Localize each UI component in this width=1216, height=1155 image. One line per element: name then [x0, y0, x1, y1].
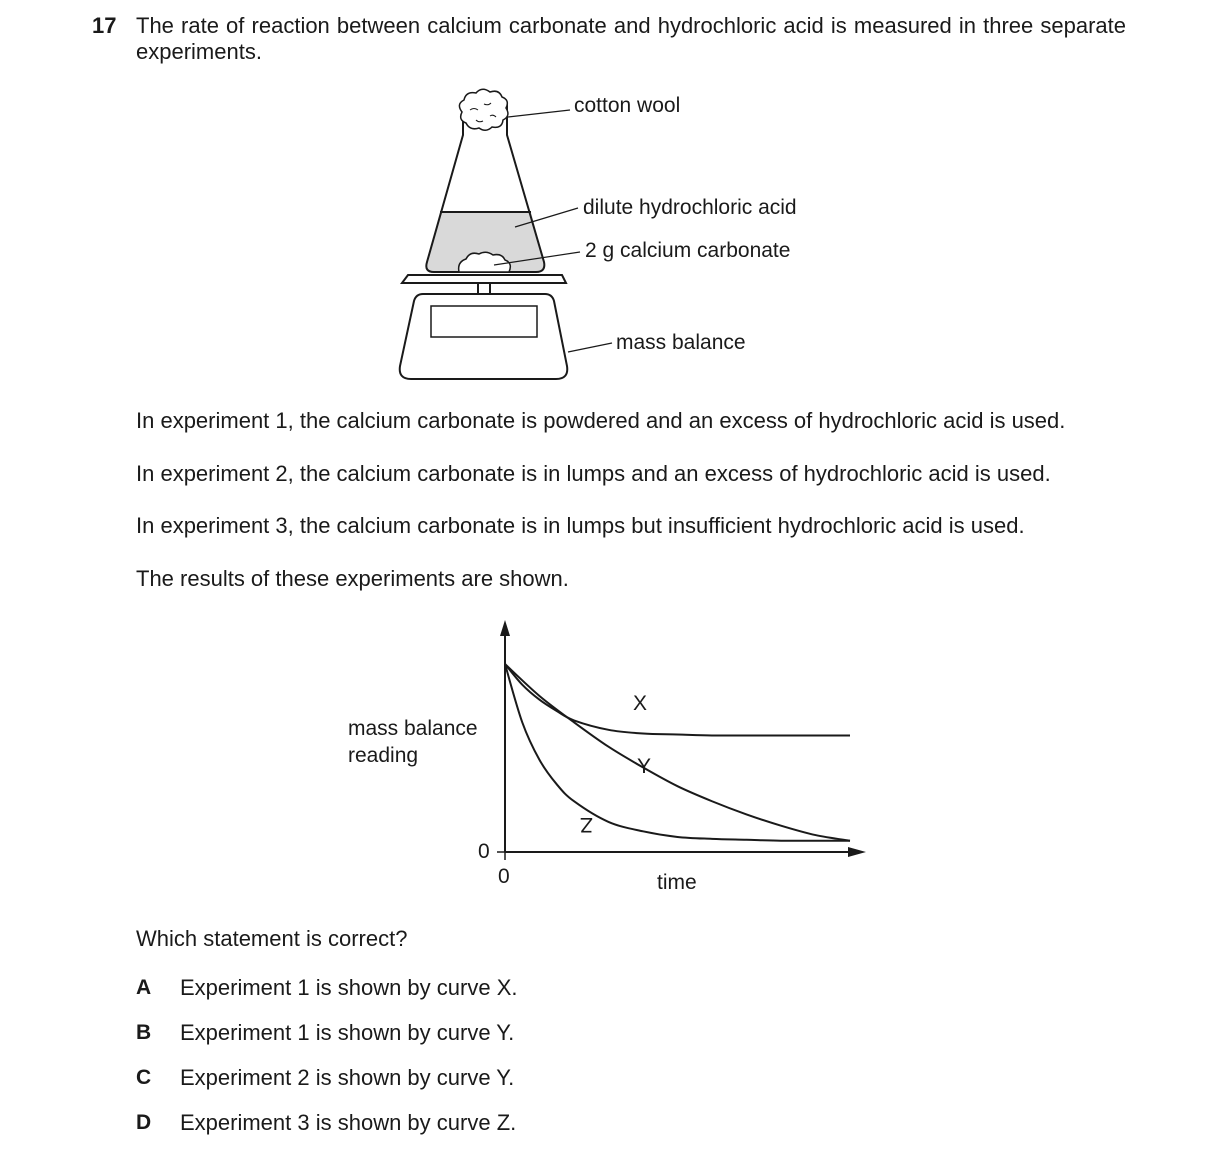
x-tick-label: 0: [498, 865, 510, 888]
question-number: 17: [92, 13, 117, 38]
label-dilute-acid: dilute hydrochloric acid: [583, 196, 797, 219]
x-axis-label: time: [657, 871, 697, 894]
option-d-text[interactable]: Experiment 3 is shown by curve Z.: [180, 1110, 517, 1135]
series-label-z: Z: [580, 813, 593, 836]
y-axis-label: [348, 715, 498, 769]
series-label-x: X: [633, 692, 648, 715]
axes: [497, 620, 866, 860]
results-intro: The results of these experiments are shown.: [136, 566, 569, 591]
y-tick-label: 0: [478, 840, 490, 863]
experiment-3-text: In experiment 3, the calcium carbonate is in lumps but insufficient hydrochloric acid is used.: [136, 513, 1025, 538]
option-c-letter[interactable]: C: [136, 1066, 152, 1089]
series-label-y: Y: [637, 755, 652, 778]
question-stem: The rate of reaction between calcium carbonate and hydrochloric acid is measured in three separate experiments.: [136, 13, 1126, 64]
y-axis-arrow: [500, 620, 510, 636]
experiment-1-text: In experiment 1, the calcium carbonate is powdered and an excess of hydrochloric acid is used.: [136, 408, 1066, 433]
option-b-text[interactable]: Experiment 1 is shown by curve Y.: [180, 1020, 515, 1045]
curve-y: [505, 664, 850, 841]
label-cotton-wool: cotton wool: [574, 94, 681, 117]
curve-z: [505, 664, 850, 841]
curve-x: [505, 664, 850, 736]
option-a-text[interactable]: Experiment 1 is shown by curve X.: [180, 975, 518, 1000]
question-prompt: Which statement is correct?: [136, 926, 408, 951]
x-axis-arrow: [848, 847, 866, 857]
option-d-letter[interactable]: D: [136, 1111, 152, 1134]
option-a-letter[interactable]: A: [136, 976, 152, 999]
label-mass-balance: mass balance: [616, 331, 746, 354]
y-axis-label-text: mass balance reading: [348, 717, 478, 767]
option-b-letter[interactable]: B: [136, 1021, 152, 1044]
label-calcium-carbonate: 2 g calcium carbonate: [585, 239, 791, 262]
experiment-2-text: In experiment 2, the calcium carbonate is in lumps and an excess of hydrochloric acid is used.: [136, 461, 1051, 486]
option-c-text[interactable]: Experiment 2 is shown by curve Y.: [180, 1065, 515, 1090]
